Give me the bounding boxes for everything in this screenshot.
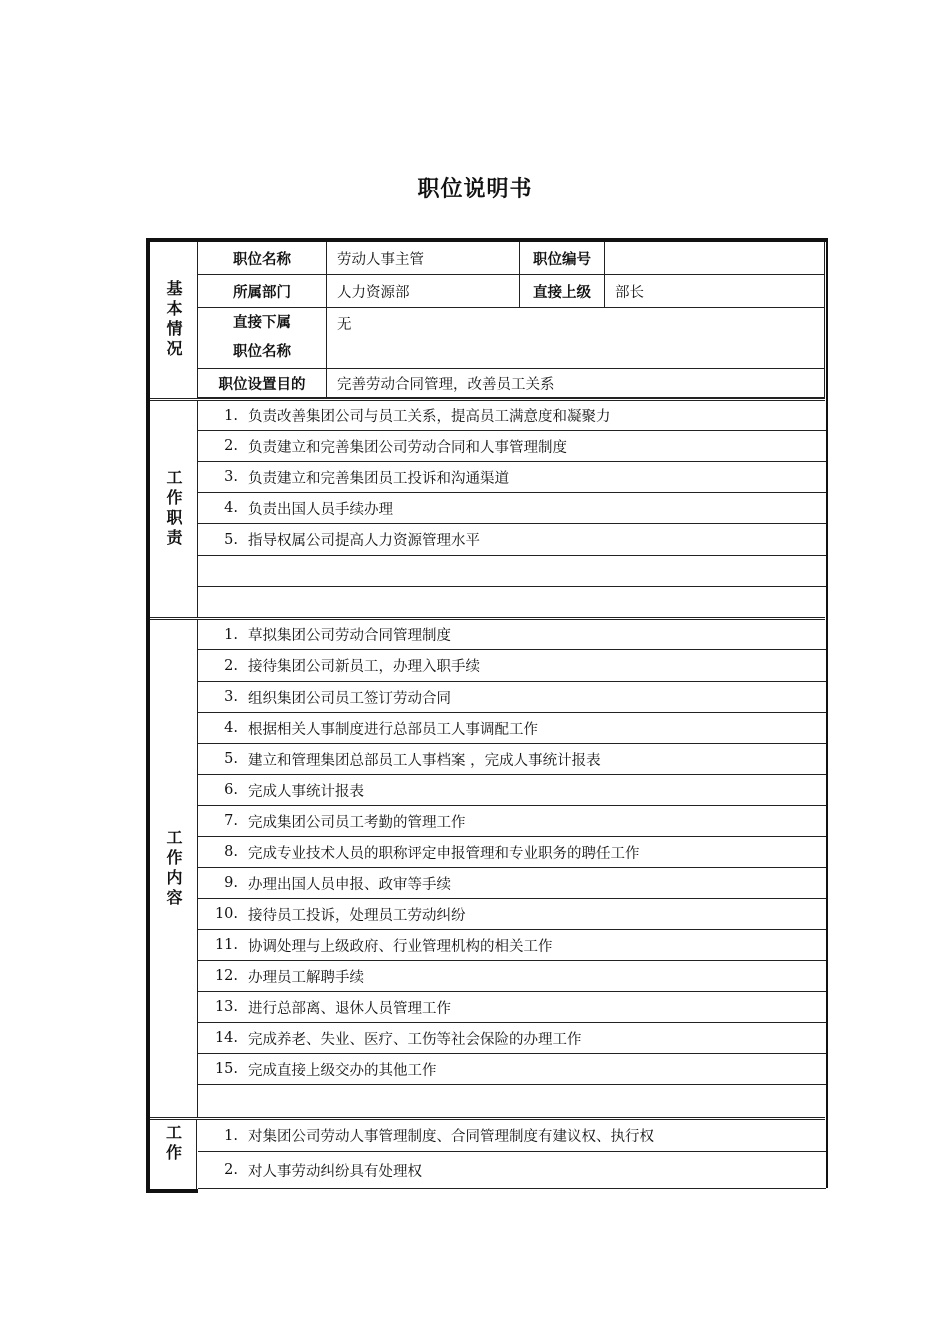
duty-item: 3. 负责建立和完善集团员工投诉和沟通渠道 (198, 462, 826, 493)
duty-item: 1. 负责改善集团公司与员工关系，提高员工满意度和凝聚力 (198, 401, 826, 431)
duties-label: 工作职责 (150, 401, 198, 617)
basic-info-label: 基本情况 (150, 242, 198, 398)
content-item: 12. 办理员工解聘手续 (198, 961, 826, 992)
job-description-table (146, 238, 826, 1193)
content-item: 9. 办理出国人员申报、政审等手续 (198, 868, 826, 899)
content-empty-row (198, 1085, 826, 1117)
document-title: 职位说明书 (417, 177, 533, 202)
content-item: 15. 完成直接上级交办的其他工作 (198, 1054, 826, 1085)
content-item: 11. 协调处理与上级政府、行业管理机构的相关工作 (198, 930, 826, 961)
content-item: 3. 组织集团公司员工签订劳动合同 (198, 682, 826, 713)
duty-item: 2. 负责建立和完善集团公司劳动合同和人事管理制度 (198, 431, 826, 462)
content-label: 工作内容 (150, 620, 198, 1117)
content-item: 13. 进行总部离、退休人员管理工作 (198, 992, 826, 1023)
content-item: 8. 完成专业技术人员的职称评定申报管理和专业职务的聘任工作 (198, 837, 826, 868)
content-item: 5. 建立和管理集团总部员工人事档案 ，完成人事统计报表 (198, 744, 826, 775)
duty-empty-row (198, 587, 826, 618)
content-item: 14. 完成养老、失业、医疗、工伤等社会保险的办理工作 (198, 1023, 826, 1054)
department-label: 所属部门 (198, 275, 327, 308)
content-item: 10. 接待员工投诉，处理员工劳动纠纷 (198, 899, 826, 930)
subordinate-value: 无 (327, 308, 825, 369)
position-name-value: 劳动人事主管 (327, 242, 520, 275)
authority-item: 1. 对集团公司劳动人事管理制度、合同管理制度有建议权、执行权 (198, 1120, 826, 1152)
duty-empty-row (198, 556, 826, 587)
superior-label: 直接上级 (520, 275, 605, 308)
content-item: 1. 草拟集团公司劳动合同管理制度 (198, 620, 826, 650)
position-code-label: 职位编号 (520, 242, 605, 275)
subordinate-label: 直接下属 职位名称 (198, 308, 327, 369)
position-name-label: 职位名称 (198, 242, 327, 275)
duty-item: 5. 指导权属公司提高人力资源管理水平 (198, 524, 826, 556)
department-value: 人力资源部 (327, 275, 520, 308)
purpose-label: 职位设置目的 (198, 369, 327, 398)
superior-value: 部长 (605, 275, 825, 308)
purpose-value: 完善劳动合同管理，改善员工关系 (327, 369, 825, 398)
content-item: 4. 根据相关人事制度进行总部员工人事调配工作 (198, 713, 826, 744)
duty-item: 4. 负责出国人员手续办理 (198, 493, 826, 524)
content-item: 6. 完成人事统计报表 (198, 775, 826, 806)
content-item: 2. 接待集团公司新员工，办理入职手续 (198, 650, 826, 682)
position-code-value (605, 242, 825, 275)
content-item: 7. 完成集团公司员工考勤的管理工作 (198, 806, 826, 837)
authority-item: 2. 对人事劳动纠纷具有处理权 (198, 1152, 826, 1189)
authority-label: 工作 (150, 1120, 197, 1189)
